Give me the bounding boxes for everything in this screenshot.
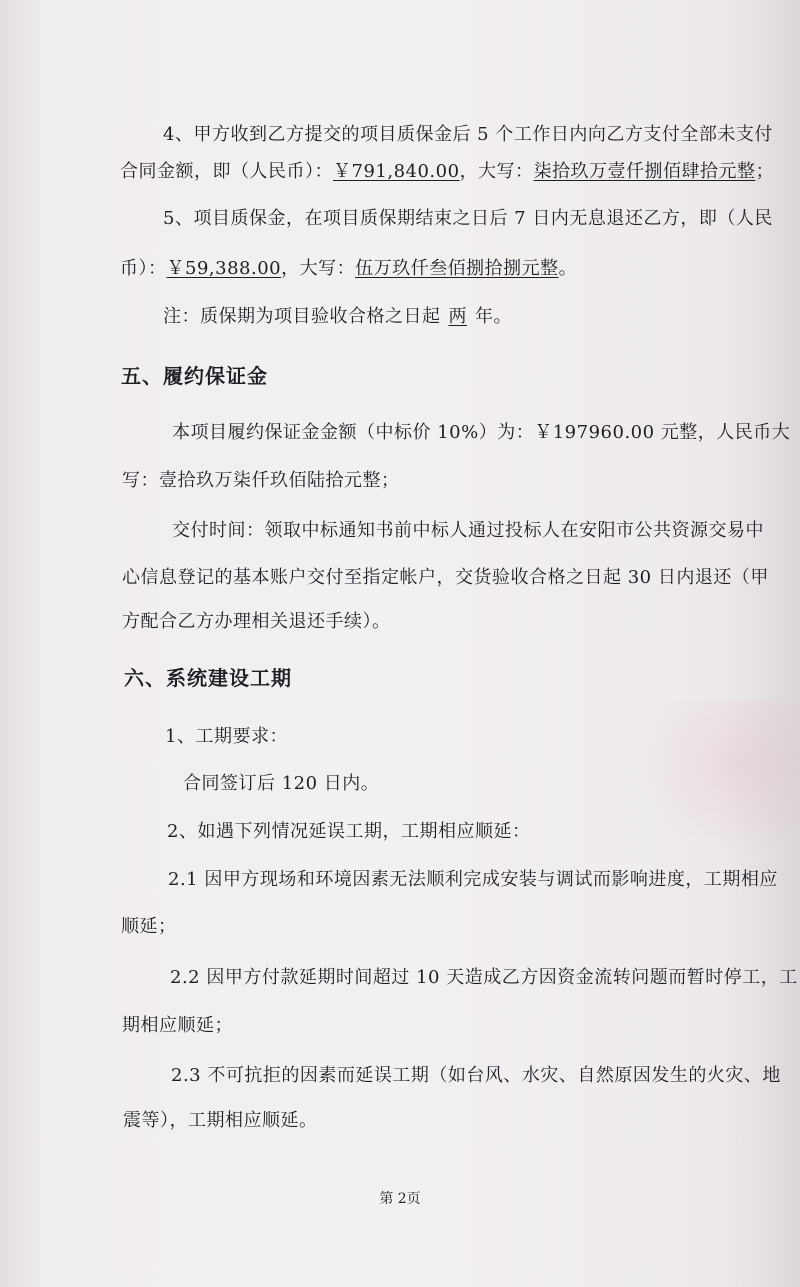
item5-mid: ，大写： xyxy=(281,258,356,279)
clause-2-3-line1: 2.3 不可抗拒的因素而延误工期（如台风、水灾、自然原因发生的火灾、地 xyxy=(171,1065,781,1086)
clause-2-2-line1: 2.2 因甲方付款延期时间超过 10 天造成乙方因资金流转问题而暂时停工，工 xyxy=(170,967,798,988)
schedule-requirement-text: 合同签订后 120 日内。 xyxy=(183,773,380,794)
item4-line2 xyxy=(120,160,774,184)
page-number: 第 2页 xyxy=(379,1191,421,1207)
delay-intro: 2、如遇下列情况延误工期，工期相应顺延： xyxy=(167,821,531,842)
item5-suffix: 。 xyxy=(558,258,578,279)
item5-line1: 5、项目质保金，在项目质保期结束之日后 7 日内无息退还乙方，即（人民 xyxy=(163,208,773,229)
note-years: 两 xyxy=(448,306,467,327)
note-suffix: 年。 xyxy=(475,306,512,327)
item4-mid: ，大写： xyxy=(459,161,534,182)
clause-2-1-line2: 顺延； xyxy=(121,916,177,937)
item4-line1: 4、甲方收到乙方提交的项目质保金后 5 个工作日内向乙方支付全部未支付 xyxy=(163,124,773,145)
item4-suffix: ； xyxy=(755,161,775,182)
clause-2-3-line2: 震等），工期相应顺延。 xyxy=(123,1110,318,1131)
item5-capital: 伍万玖仟叁佰捌拾捌元整 xyxy=(355,258,559,279)
section5-p2-line2: 心信息登记的基本账户交付至指定帐户，交货验收合格之日起 30 日内退还（甲 xyxy=(122,567,769,588)
section5-p1-line1: 本项目履约保证金金额（中标价 10%）为：￥197960.00 元整，人民币大 xyxy=(172,422,791,443)
section5-p2-line1: 交付时间：领取中标通知书前中标人通过投标人在安阳市公共资源交易中 xyxy=(172,520,764,541)
warranty-note xyxy=(163,305,512,329)
item4-line2-prefix: 合同金额，即（人民币）： xyxy=(120,161,333,182)
item5-line2-prefix: 币）： xyxy=(120,258,167,279)
item4-amount: ￥791,840.00 xyxy=(333,161,460,182)
section6-title: 六、系统建设工期 xyxy=(124,666,292,690)
section5-title: 五、履约保证金 xyxy=(121,364,268,388)
section5-p1-line2: 写：壹拾玖万柒仟玖佰陆拾元整； xyxy=(122,470,400,491)
clause-2-2-line2: 期相应顺延； xyxy=(122,1015,233,1036)
item5-line2 xyxy=(120,257,577,281)
section5-p2-line3: 方配合乙方办理相关退还手续）。 xyxy=(122,611,391,632)
schedule-requirement-label: 1、工期要求： xyxy=(165,726,288,747)
item4-capital: 柒拾玖万壹仟捌佰肆拾元整 xyxy=(533,161,756,182)
bleed-through-stain xyxy=(640,700,800,860)
item5-amount: ￥59,388.00 xyxy=(166,258,282,279)
note-prefix: 注：质保期为项目验收合格之日起 xyxy=(163,306,441,327)
clause-2-1-line1: 2.1 因甲方现场和环境因素无法顺利完成安装与调试而影响进度，工期相应 xyxy=(168,869,778,890)
